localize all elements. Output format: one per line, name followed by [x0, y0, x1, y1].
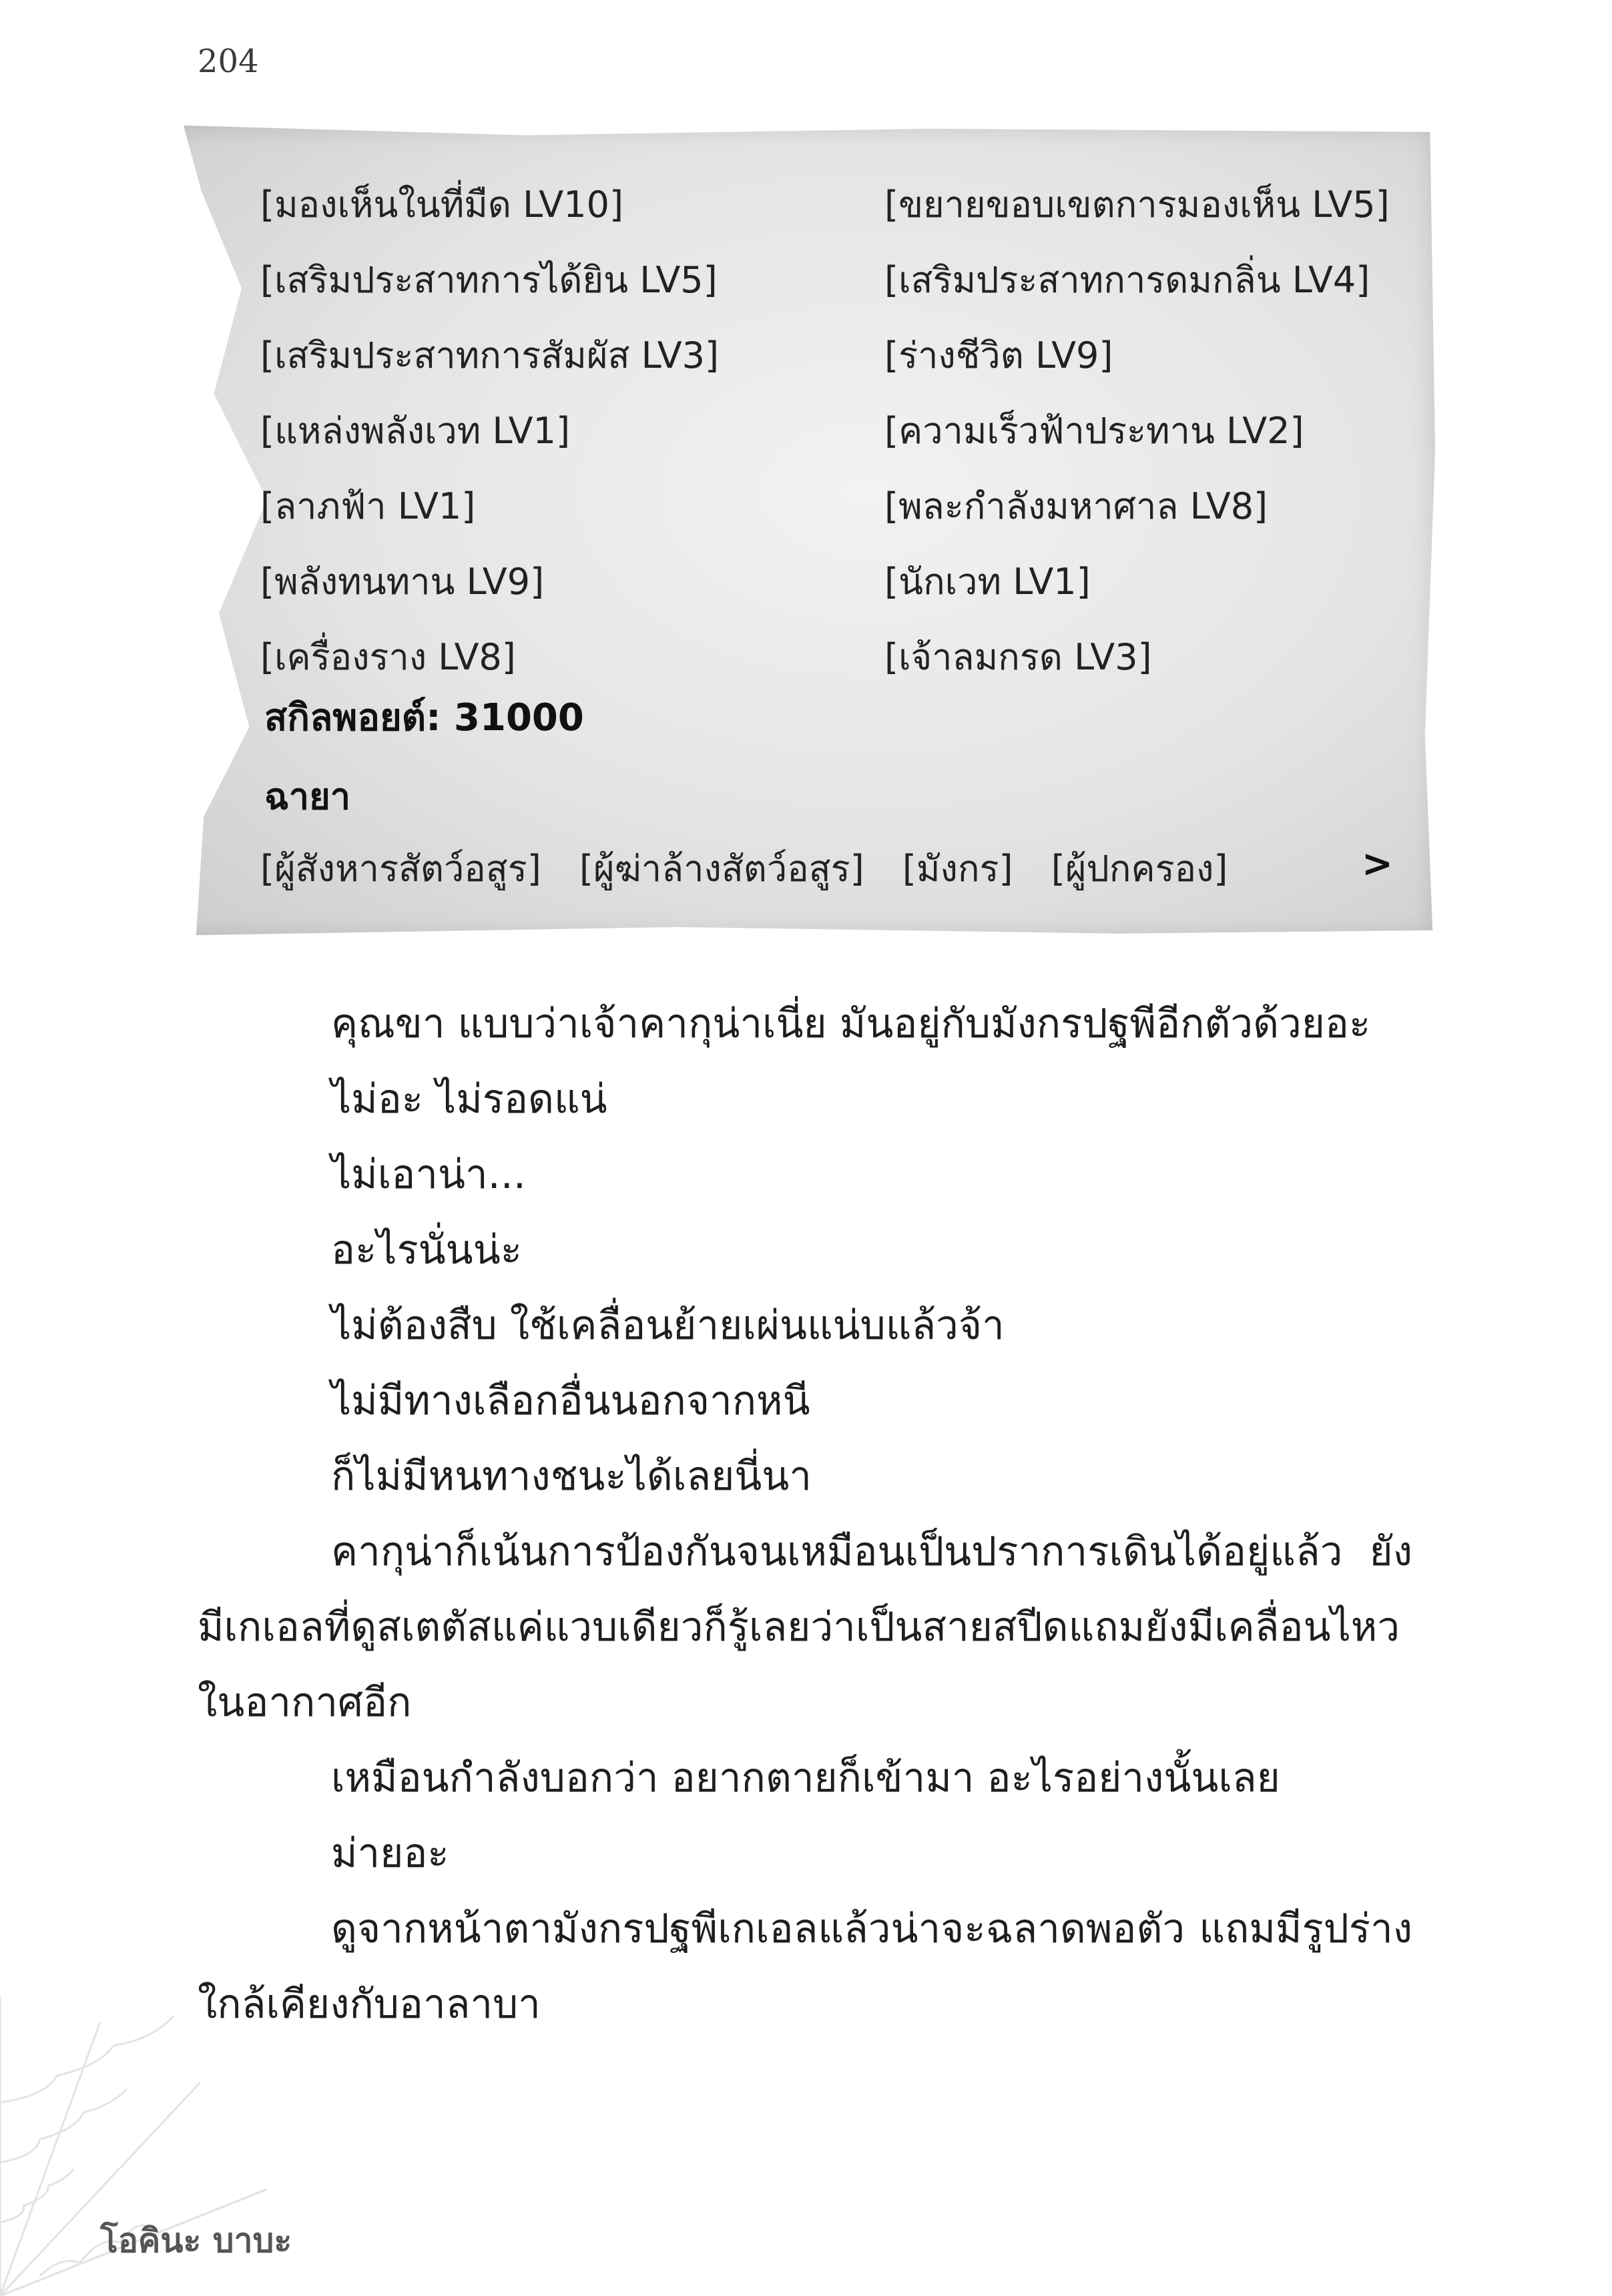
paragraph: คุณขา แบบว่าเจ้าคากุน่าเนี่ย มันอยู่กับมังกรปฐพีอีกตัวด้วยอะ — [331, 1000, 1371, 1047]
title-item: [ผู้ฆ่าล้างสัตว์อสูร] — [579, 848, 864, 890]
skill-item: [มองเห็นในที่มืด LV10] — [260, 184, 624, 226]
skill-item: [ลาภฟ้า LV1] — [260, 485, 476, 527]
title-item: [ผู้สังหารสัตว์อสูร] — [260, 848, 541, 890]
paragraph: ไม่เอาน่า... — [331, 1151, 526, 1198]
skill-item: [ร่างชีวิต LV9] — [884, 334, 1113, 376]
paragraph: ไม่อะ ไม่รอดแน่ — [331, 1076, 607, 1123]
skill-item: [เสริมประสาทการได้ยิน LV5] — [260, 259, 718, 301]
paragraph: เหมือนกำลังบอกว่า อยากตายก็เข้ามา อะไรอย่างนั้นเลย — [331, 1755, 1280, 1801]
body-text — [198, 986, 1412, 2042]
skill-points: สกิลพอยต์: 31000 — [264, 696, 584, 740]
next-arrow-icon[interactable]: > — [1362, 842, 1393, 886]
skill-item: [แหล่งพลังเวท LV1] — [260, 410, 571, 452]
paragraph: ก็ไม่มีหนทางชนะได้เลยนี่นา — [331, 1453, 812, 1500]
paragraph: ไม่มีทางเลือกอื่นนอกจากหนี — [331, 1378, 810, 1424]
skill-item: [เครื่องราง LV8] — [260, 636, 516, 678]
skill-item: [พละกำลังมหาศาล LV8] — [884, 485, 1268, 527]
paragraph: ไม่ต้องสืบ ใช้เคลื่อนย้ายเผ่นแน่บแล้วจ้า — [331, 1302, 1005, 1349]
title-item: [มังกร] — [902, 848, 1013, 890]
skill-item: [เจ้าลมกรด LV3] — [884, 636, 1152, 678]
skill-item: [ขยายขอบเขตการมองเห็น LV5] — [884, 184, 1390, 226]
titles-heading: ฉายา — [264, 776, 351, 818]
skill-item: [เสริมประสาทการสัมผัส LV3] — [260, 334, 720, 376]
paragraph: ม่ายอะ — [331, 1830, 449, 1877]
paragraph: คากุน่าก็เน้นการป้องกันจนเหมือนเป็นปราการเดินได้อยู่แล้ว ยังมีเกเอลที่ดูสเตตัสแค่แวบเดียวก็รู้เลยว่าเป็นสายสปีดแถมยังมีเคลื่อนไหวในอากาศอีก — [198, 1528, 1412, 1726]
page-number: 204 — [198, 43, 259, 80]
titles-row — [260, 840, 1254, 897]
title-item: [ผู้ปกครอง] — [1051, 848, 1228, 890]
skill-item: [ความเร็วฟ้าประทาน LV2] — [884, 410, 1304, 452]
paragraph: ดูจากหน้าตามังกรปฐพีเกเอลแล้วน่าจะฉลาดพอตัว แถมมีรูปร่างใกล้เคียงกับอาลาบา — [198, 1906, 1412, 2028]
skill-item: [นักเวท LV1] — [884, 561, 1091, 603]
skill-grid — [260, 167, 1435, 695]
skill-item: [พลังทนทาน LV9] — [260, 561, 545, 603]
author-name: โอคินะ บาบะ — [100, 2221, 292, 2260]
skill-item: [เสริมประสาทการดมกลิ่น LV4] — [884, 259, 1370, 301]
paragraph: อะไรนั่นน่ะ — [331, 1227, 522, 1273]
